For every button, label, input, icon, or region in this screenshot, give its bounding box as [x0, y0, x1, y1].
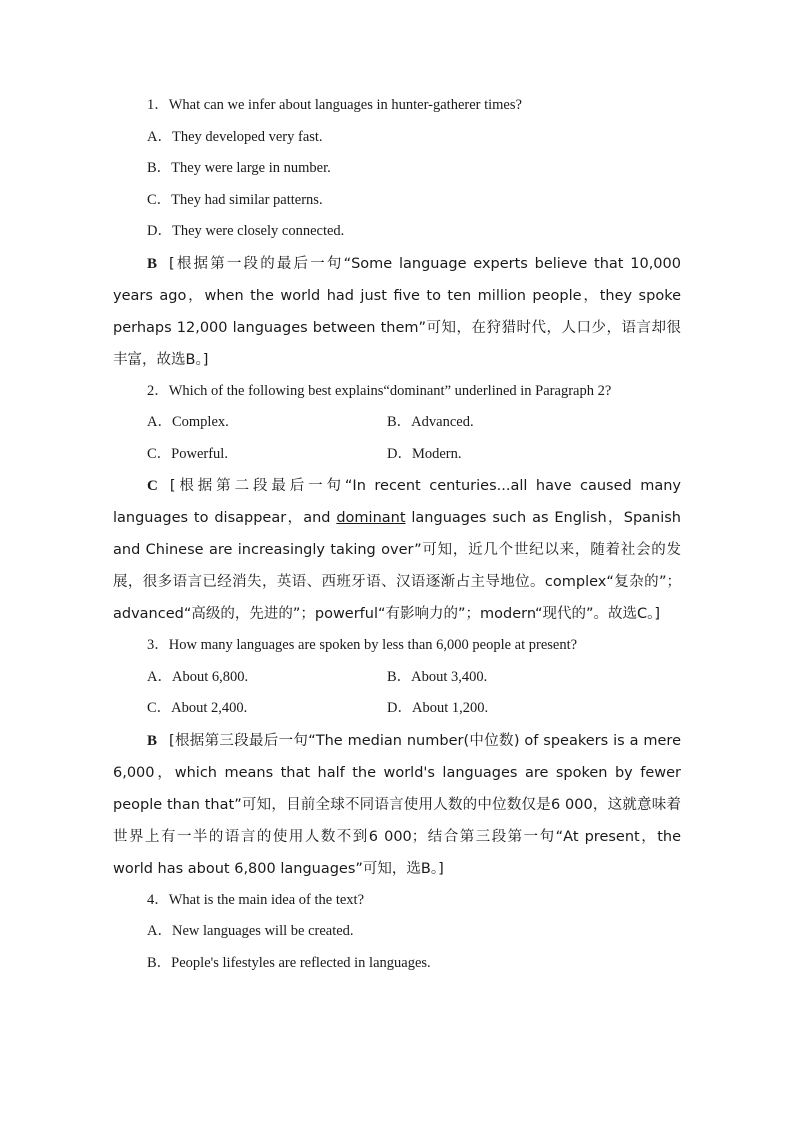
- question-1-option-d: D．They were closely connected.: [147, 223, 345, 239]
- question-3-options-row-1: [113, 662, 681, 694]
- question-1-explanation: [根据第一段的最后一句“Some language experts believe that 10,000 years ago，when the world had just five to ten million people，they spoke perhaps 12,000 languages between them”可知，在狩猎时代，人口少，语言却很丰富，故选B。]: [113, 255, 681, 368]
- question-3-answer: [113, 725, 681, 885]
- question-3-option-d: D．About 1,200.: [387, 700, 489, 716]
- question-3-option-c: C．About 2,400.: [147, 700, 248, 716]
- question-3-answer-key: B: [147, 732, 158, 749]
- question-2-option-c: C．Powerful.: [147, 445, 228, 462]
- question-1-option-a: A．They developed very fast.: [147, 128, 323, 145]
- question-2-option-a: A．Complex.: [147, 414, 229, 430]
- question-2-options-row-2: [113, 439, 681, 471]
- question-2-option-d: D．Modern.: [387, 445, 462, 462]
- question-1-option-c: C．They had similar patterns.: [147, 191, 323, 208]
- document-page: [113, 90, 681, 979]
- question-2-answer-key: C: [147, 478, 158, 494]
- question-3-option-a: A．About 6,800.: [147, 668, 249, 685]
- question-4: 4．What is the main idea of the text?: [147, 891, 365, 908]
- question-3-explanation: [根据第三段最后一句“The median number(中位数) of speakers is a mere 6,000，which means that half the world's languages are spoken by fewer people than that”可知，目前全球不同语言使用人数的中位数仅是6 000，这就意味着世界上有一半的语言的使用人数不到6 000；结合第三段第一句“At present，the world has about 6,800 languages”可知，选B。]: [113, 732, 681, 877]
- question-2: 2．Which of the following best explains“dominant” underlined in Paragraph 2?: [147, 382, 612, 399]
- question-2-answer: [113, 470, 681, 630]
- question-1: 1．What can we infer about languages in hunter-gatherer times?: [147, 97, 522, 113]
- question-2-explanation-start: [根据第二段最后一句“In recent centuries...all have caused many languages to disappear，and: [113, 478, 681, 526]
- question-2-option-b: B．Advanced.: [387, 414, 474, 430]
- question-4-option-a: A．New languages will be created.: [147, 923, 354, 939]
- question-1-option-b: B．They were large in number.: [147, 160, 331, 176]
- question-3-options-row-2: [113, 693, 681, 725]
- question-2-explanation-end: languages such as English，Spanish and Chinese are increasingly taking over”可知，近几个世纪以来，随着社会的发展，很多语言已经消失，英语、西班牙语、汉语逐渐占主导地位。complex“复杂的”；advanced“高级的，先进的”；powerful“有影响力的”；modern“现代的”。故选C。]: [113, 510, 681, 622]
- question-1-answer: [113, 248, 681, 376]
- question-2-underlined-word: dominant: [336, 510, 406, 526]
- question-3-option-b: B．About 3,400.: [387, 668, 488, 685]
- question-1-answer-key: B: [147, 255, 158, 272]
- question-4-option-b: B．People's lifestyles are reflected in languages.: [147, 954, 431, 971]
- question-3: 3．How many languages are spoken by less than 6,000 people at present?: [147, 637, 578, 653]
- question-2-options-row-1: [113, 407, 681, 439]
